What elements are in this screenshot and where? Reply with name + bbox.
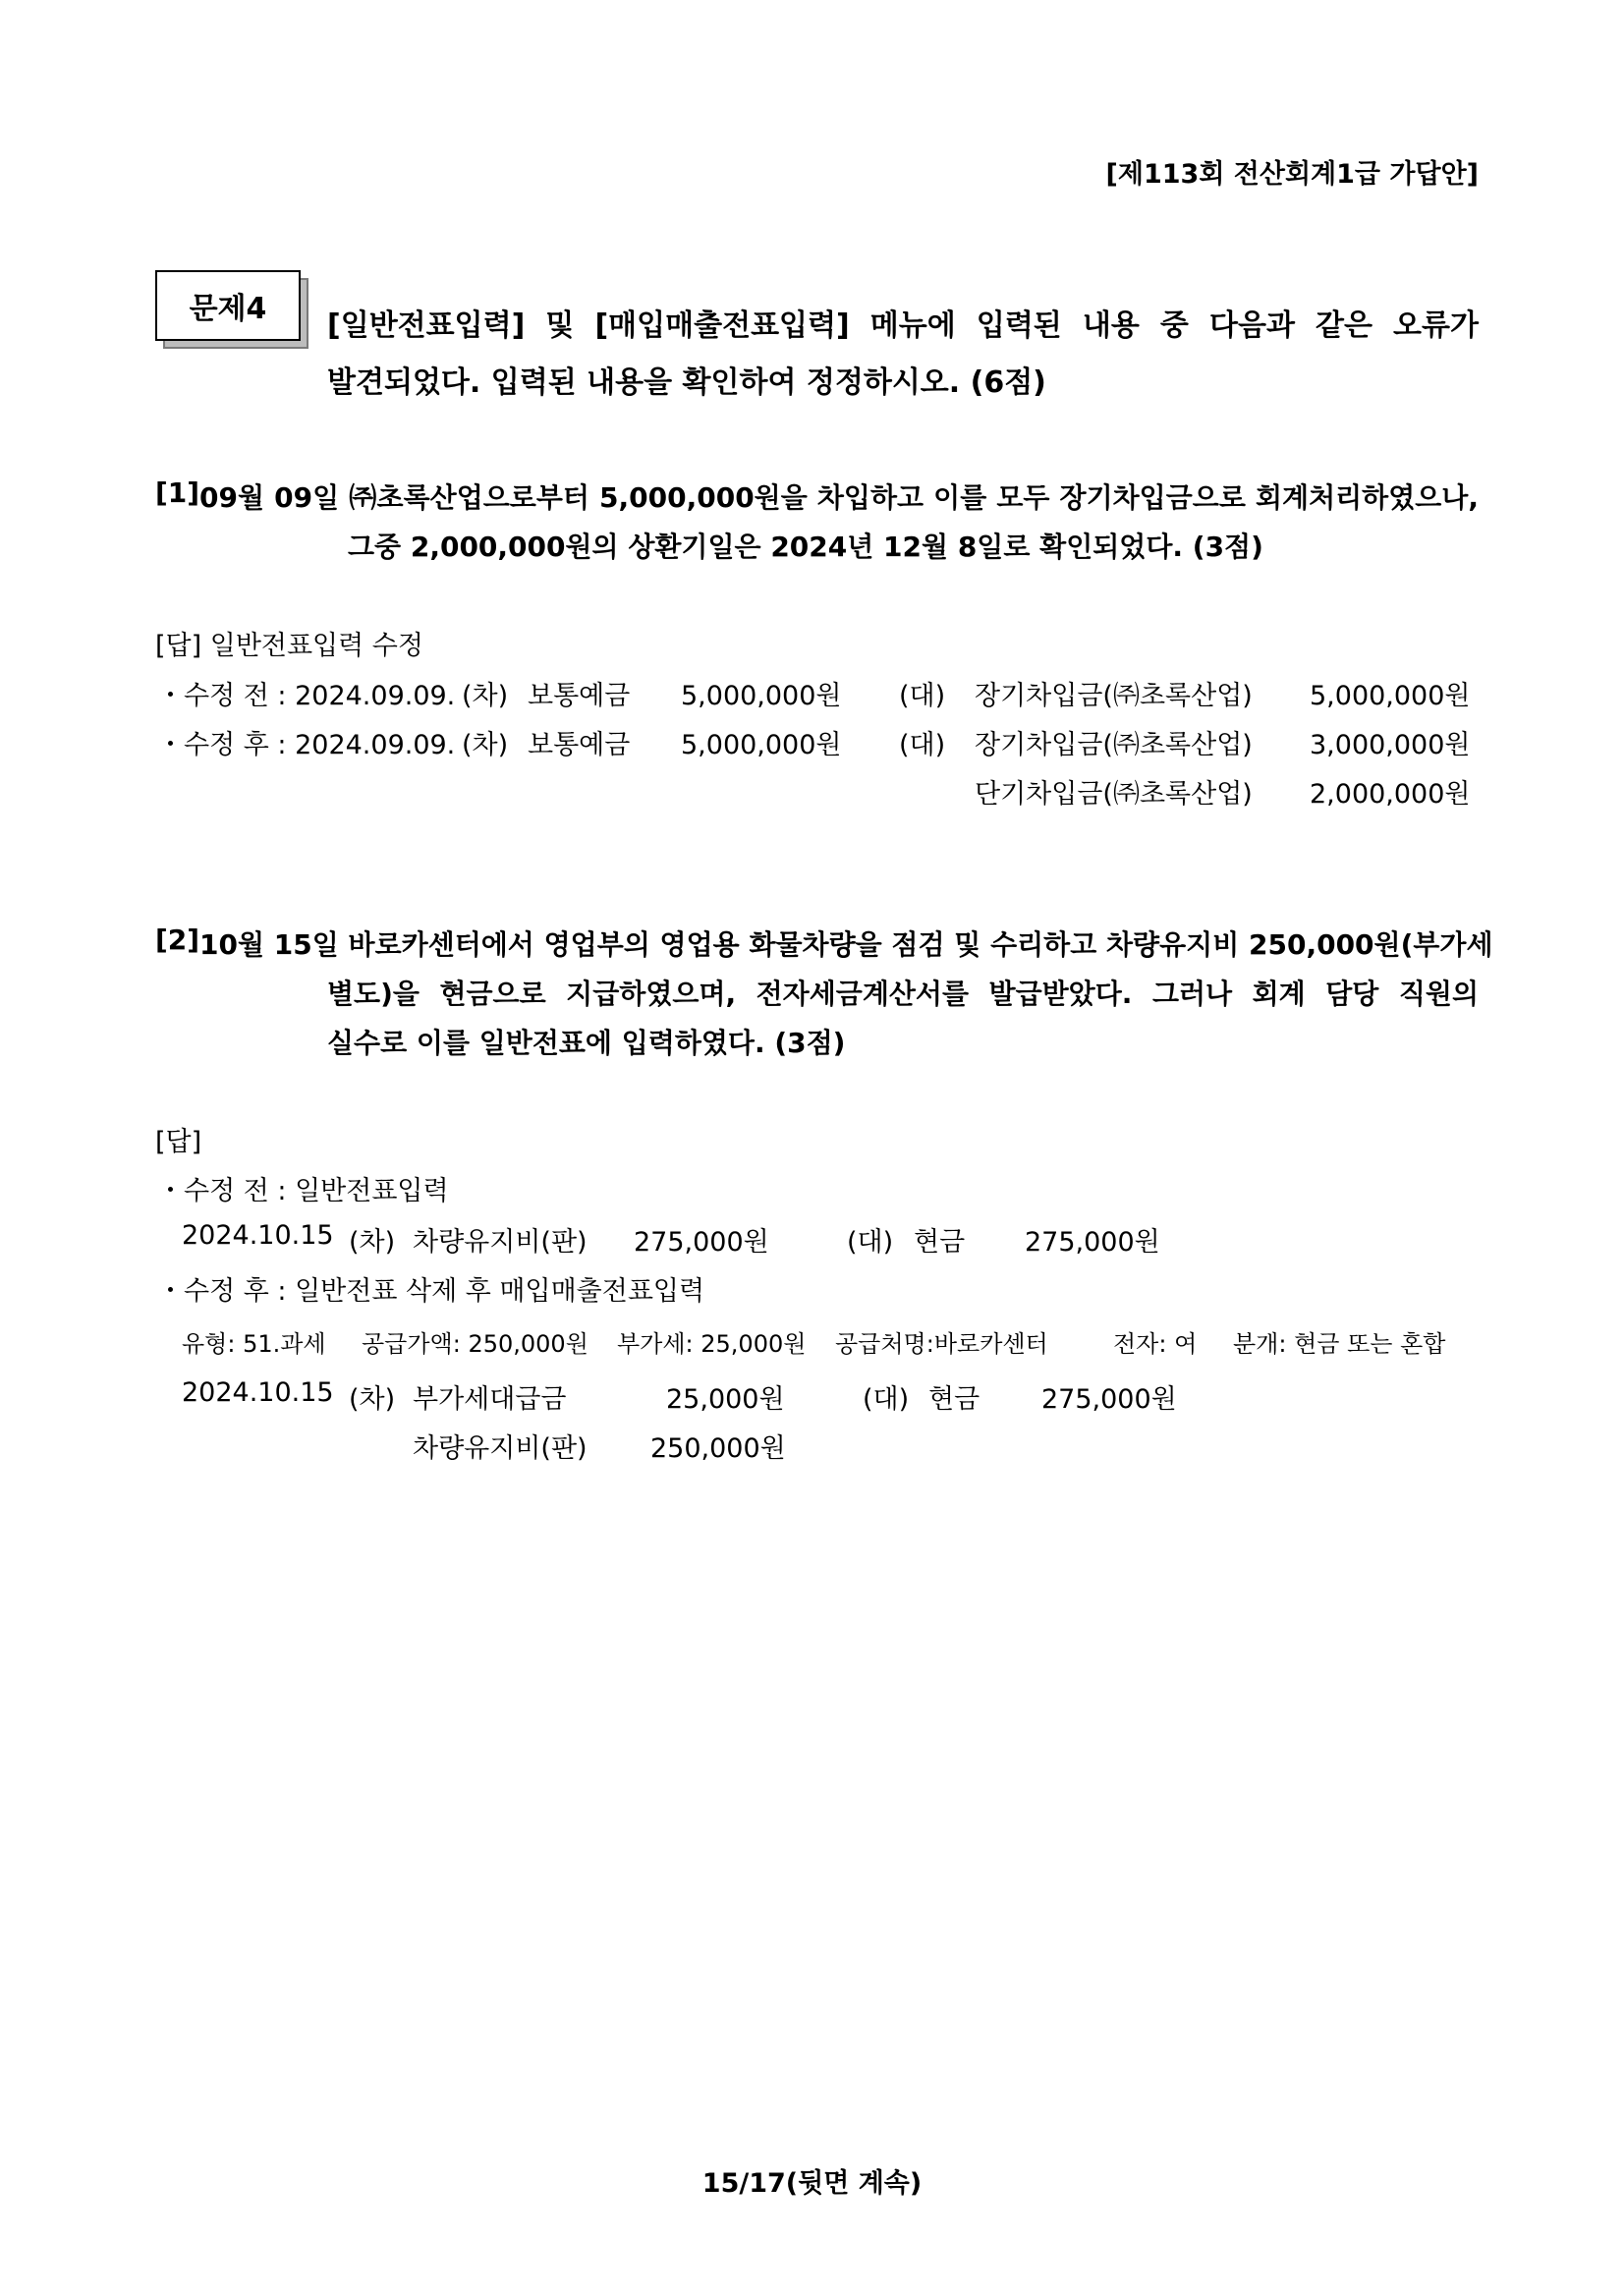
problem-instruction	[327, 298, 1479, 412]
q2-after-label: ・수정 후 : 일반전표 삭제 후 매입매출전표입력	[157, 1276, 705, 1307]
q2-before-cr: (대)	[847, 1227, 894, 1258]
q2-number: [2]	[155, 924, 200, 956]
q2-meta-vat: 부가세: 25,000원	[617, 1330, 807, 1358]
q1-after-cr-account-2: 단기차입금(㈜초록산업)	[975, 779, 1253, 810]
q1-after-cr-amount-2: 2,000,000원	[1310, 779, 1471, 810]
q2-before-dr-amount: 275,000원	[634, 1227, 769, 1258]
q1-before-dr-amount: 5,000,000원	[681, 681, 842, 711]
q2-meta-electronic: 전자: 여	[1113, 1330, 1198, 1358]
instruction-line-1: [일반전표입력] 및 [매입매출전표입력] 메뉴에 입력된 내용 중 다음과 같은 오류가	[327, 308, 1479, 343]
q2-before-dr: (차)	[349, 1227, 396, 1258]
q2-before-dr-account: 차량유지비(판)	[413, 1227, 588, 1258]
q2-meta-supply: 공급가액: 250,000원	[362, 1330, 588, 1358]
q2-before-label: ・수정 전 : 일반전표입력	[157, 1176, 449, 1206]
q2-after-cr-amount: 275,000원	[1041, 1384, 1177, 1415]
q2-after-dr-amount: 25,000원	[666, 1384, 785, 1415]
q1-after-cr-amount: 3,000,000원	[1310, 730, 1471, 760]
q1-line-2: 그중 2,000,000원의 상환기일은 2024년 12월 8일로 확인되었다. (3점)	[348, 531, 1263, 563]
q2-before-cr-amount: 275,000원	[1025, 1227, 1160, 1258]
q1-after-dr: (차)	[462, 730, 509, 760]
q1-line-1: 09월 09일 ㈜초록산업으로부터 5,000,000원을 차입하고 이를 모두 장기차입금으로 회계처리하였으나,	[199, 481, 1479, 514]
q2-after-dr: (차)	[349, 1384, 396, 1415]
q2-line-3: 실수로 이를 일반전표에 입력하였다. (3점)	[327, 1027, 846, 1059]
q1-before-cr-amount: 5,000,000원	[1310, 681, 1471, 711]
q2-line-1: 10월 15일 바로카센터에서 영업부의 영업용 화물차량을 점검 및 수리하고 차량유지비 250,000원(부가세	[199, 928, 1493, 961]
q2-meta-type: 유형: 51.과세	[182, 1330, 326, 1358]
problem-badge	[155, 270, 303, 344]
q1-after-label: ・수정 후 : 2024.09.09.	[157, 730, 456, 760]
q1-after-dr-account: 보통예금	[528, 730, 631, 760]
q2-after-cr-account: 현금	[928, 1384, 980, 1415]
q2-before-cr-account: 현금	[914, 1227, 966, 1258]
q2-line-2: 별도)을 현금으로 지급하였으며, 전자세금계산서를 발급받았다. 그러나 회계 담당 직원의	[327, 978, 1479, 1010]
q2-after-date: 2024.10.15	[182, 1377, 334, 1408]
q1-answer-label: [답] 일반전표입력 수정	[155, 631, 423, 661]
q1-before-cr: (대)	[899, 681, 946, 711]
q1-before-label: ・수정 전 : 2024.09.09.	[157, 681, 456, 711]
q2-after-dr-account: 부가세대급금	[413, 1384, 567, 1415]
q2-after-dr-account-2: 차량유지비(판)	[413, 1433, 588, 1464]
q1-after-dr-amount: 5,000,000원	[681, 730, 842, 760]
instruction-line-2: 발견되었다. 입력된 내용을 확인하여 정정하시오. (6점)	[327, 365, 1046, 400]
q1-number: [1]	[155, 476, 200, 509]
q1-before-cr-account: 장기차입금(㈜초록산업)	[975, 681, 1253, 711]
exam-header: [제113회 전산회계1급 가답안]	[1105, 159, 1479, 190]
q2-meta-vendor: 공급처명:바로카센터	[835, 1330, 1048, 1358]
q2-after-cr: (대)	[863, 1384, 910, 1415]
q1-after-cr: (대)	[899, 730, 946, 760]
page-footer: 15/17(뒷면 계속)	[701, 2168, 923, 2199]
q2-after-dr-amount-2: 250,000원	[650, 1433, 786, 1464]
q1-before-dr-account: 보통예금	[528, 681, 631, 711]
q2-before-date: 2024.10.15	[182, 1220, 334, 1251]
problem-badge-label: 문제4	[155, 270, 301, 341]
q2-meta-split: 분개: 현금 또는 혼합	[1233, 1330, 1446, 1358]
q2-answer-label: [답]	[155, 1127, 202, 1157]
q1-after-cr-account: 장기차입금(㈜초록산업)	[975, 730, 1253, 760]
q1-before-dr: (차)	[462, 681, 509, 711]
